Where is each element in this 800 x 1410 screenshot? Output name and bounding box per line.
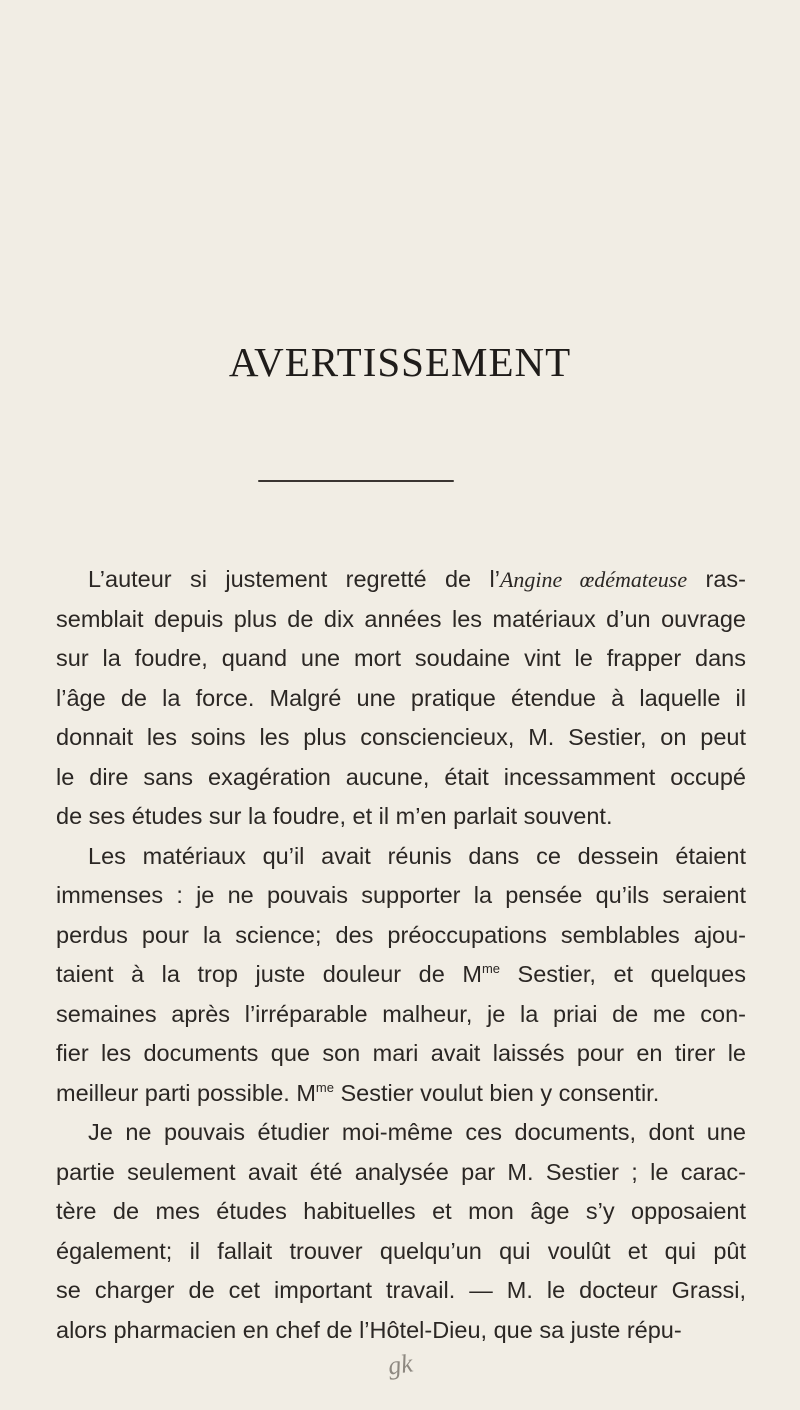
- italic-title: Angine œdémateuse: [499, 567, 688, 592]
- paragraph-2-line: perdus pour la science; des préoccupations semblables ajou-: [56, 921, 746, 948]
- paragraph-1-line: l’âge de la force. Malgré une pratique étendue à laquelle il: [56, 684, 746, 711]
- paragraph-1-line: donnait les soins les plus consciencieux, M. Sestier, on peut: [56, 724, 746, 750]
- paragraph-3-line: Je ne pouvais étudier moi-même ces documents, dont une: [88, 1119, 746, 1145]
- title-divider: [258, 480, 454, 482]
- handwritten-page-mark: gk: [386, 1348, 415, 1381]
- paragraph-1-line: semblait depuis plus de dix années les matériaux d’un ouvrage: [56, 605, 746, 632]
- paragraph-1-line: L’auteur si justement regretté de l’Angine œdémateuse ras-: [88, 566, 746, 592]
- paragraph-2-line: immenses : je ne pouvais supporter la pensée qu’ils seraient: [56, 882, 746, 908]
- paragraph-3-line: tère de mes études habituelles et mon âge s’y opposaient: [56, 1198, 746, 1224]
- paragraph-3-line: se charger de cet important travail. — M. le docteur Grassi,: [56, 1277, 746, 1303]
- body-text: [56, 560, 746, 1350]
- paragraph-3-line: alors pharmacien en chef de l’Hôtel-Dieu, que sa juste répu-: [56, 1316, 682, 1343]
- paragraph-1-line: le dire sans exagération aucune, était incessamment occupé: [56, 763, 746, 790]
- paragraph-2-line: Les matériaux qu’il avait réunis dans ce dessein étaient: [88, 842, 746, 869]
- paragraph-2-line: semaines après l’irréparable malheur, je la priai de me con-: [56, 1000, 746, 1027]
- paragraph-3-line: également; il fallait trouver quelqu’un qui voulût et qui pût: [56, 1237, 746, 1264]
- paragraph-2-line: taient à la trop juste douleur de $M^{me}$ Sestier, et quelques: [56, 961, 747, 987]
- paragraph-2-line: fier les documents que son mari avait laissés pour en tirer le: [56, 1040, 746, 1066]
- paragraph-3-line: partie seulement avait été analysée par M. Sestier ; le carac-: [56, 1158, 746, 1185]
- page-title: AVERTISSEMENT: [228, 339, 572, 385]
- paragraph-2-line: meilleur parti possible. $M^{me}$ Sestier voulut bien y consentir.: [56, 1079, 660, 1106]
- paragraph-1-line: sur la foudre, quand une mort soudaine vint le frapper dans: [56, 645, 746, 671]
- paragraph-1-line: de ses études sur la foudre, et il m’en parlait souvent.: [56, 803, 613, 829]
